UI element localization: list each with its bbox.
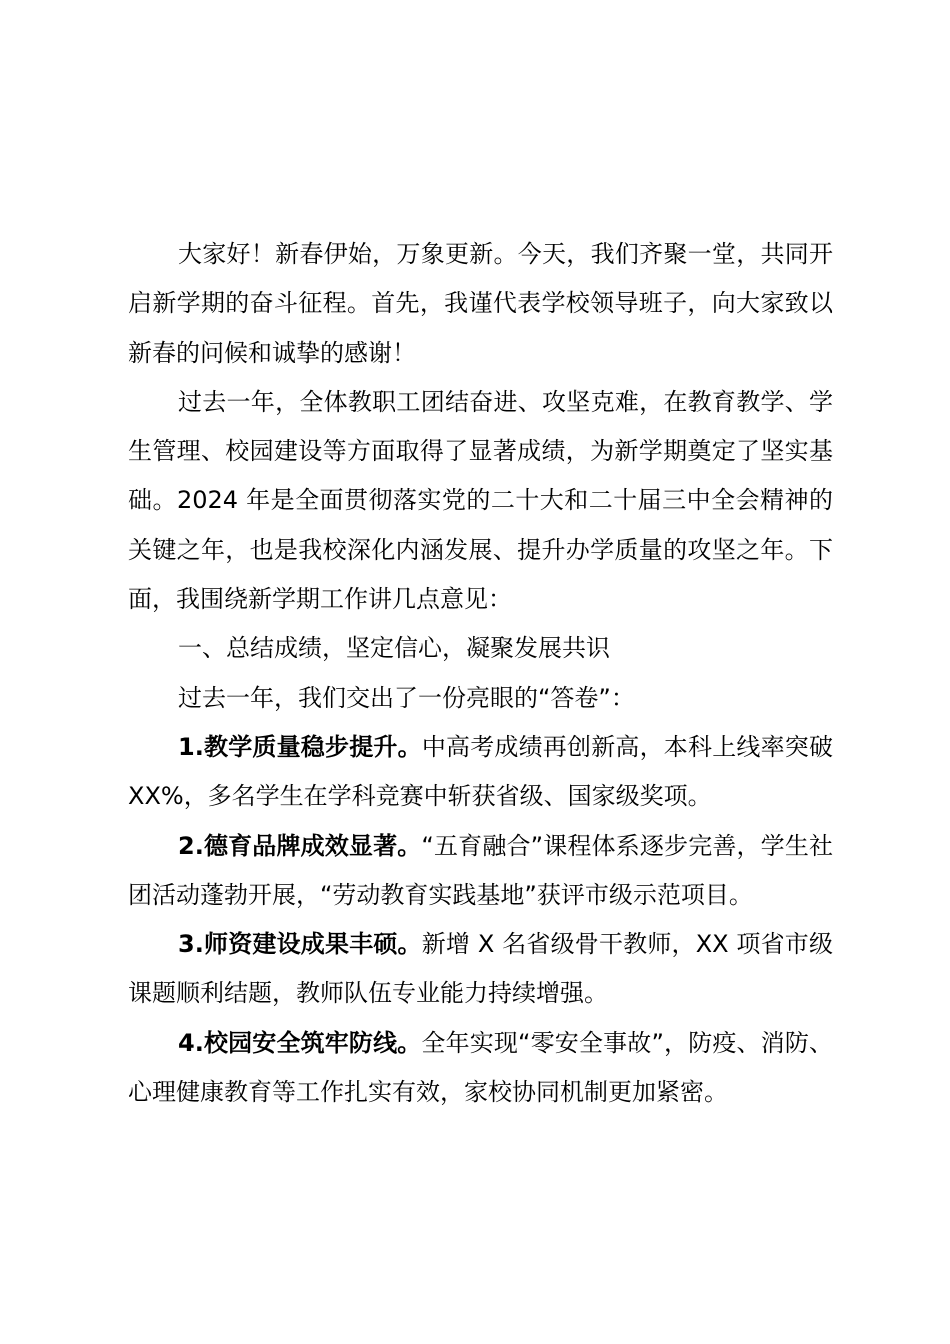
achievement-item-2-text: “五育融合”课程体系逐步完善，学生社团活动蓬勃开展，“劳动教育实践基地”获评市级示范项目。 bbox=[128, 831, 833, 909]
achievement-item-1-text: 中高考成绩再创新高，本科上线率突破 XX%，多名学生在学科竞赛中斩获省级、国家级奖项。 bbox=[128, 732, 833, 811]
achievement-item-4 bbox=[128, 1019, 833, 1118]
achievement-item-3-text: 新增 X 名省级骨干教师，XX 项省市级课题顺利结题，教师队伍专业能力持续增强。 bbox=[128, 930, 833, 1008]
intro-paragraph: 过去一年，全体教职工团结奋进、攻坚克难，在教育教学、学生管理、校园建设等方面取得了显著成绩，为新学期奠定了坚实基础。2024 年是全面贯彻落实党的二十大和二十届三中全会精神的关键之年，也是我校深化内涵发展、提升办学质量的攻坚之年。下面，我围绕新学期工作讲几点意见： bbox=[128, 387, 833, 614]
achievement-item-4-lead: 4.校园安全筑牢防线。 bbox=[178, 1028, 422, 1057]
achievement-item-4-text: 全年实现“零安全事故”，防疫、消防、心理健康教育等工作扎实有效，家校协同机制更加紧密。 bbox=[128, 1028, 833, 1107]
greeting-paragraph: 大家好！新春伊始，万象更新。今天，我们齐聚一堂，共同开启新学期的奋斗征程。首先，我谨代表学校领导班子，向大家致以新春的问候和诚挚的感谢！ bbox=[128, 240, 833, 367]
section-heading: 一、总结成绩，坚定信心，凝聚发展共识 bbox=[178, 634, 610, 663]
achievement-item-2 bbox=[128, 822, 833, 921]
achievement-item-1 bbox=[128, 723, 833, 822]
answer-sheet-paragraph: 过去一年，我们交出了一份亮眼的“答卷”： bbox=[178, 683, 635, 712]
document-body bbox=[128, 230, 833, 1117]
achievement-item-1-lead: 1.教学质量稳步提升。 bbox=[178, 732, 422, 761]
achievement-item-3-lead: 3.师资建设成果丰硕。 bbox=[178, 930, 422, 959]
achievement-item-3 bbox=[128, 920, 833, 1019]
achievement-item-2-lead: 2.德育品牌成效显著。 bbox=[178, 831, 422, 860]
